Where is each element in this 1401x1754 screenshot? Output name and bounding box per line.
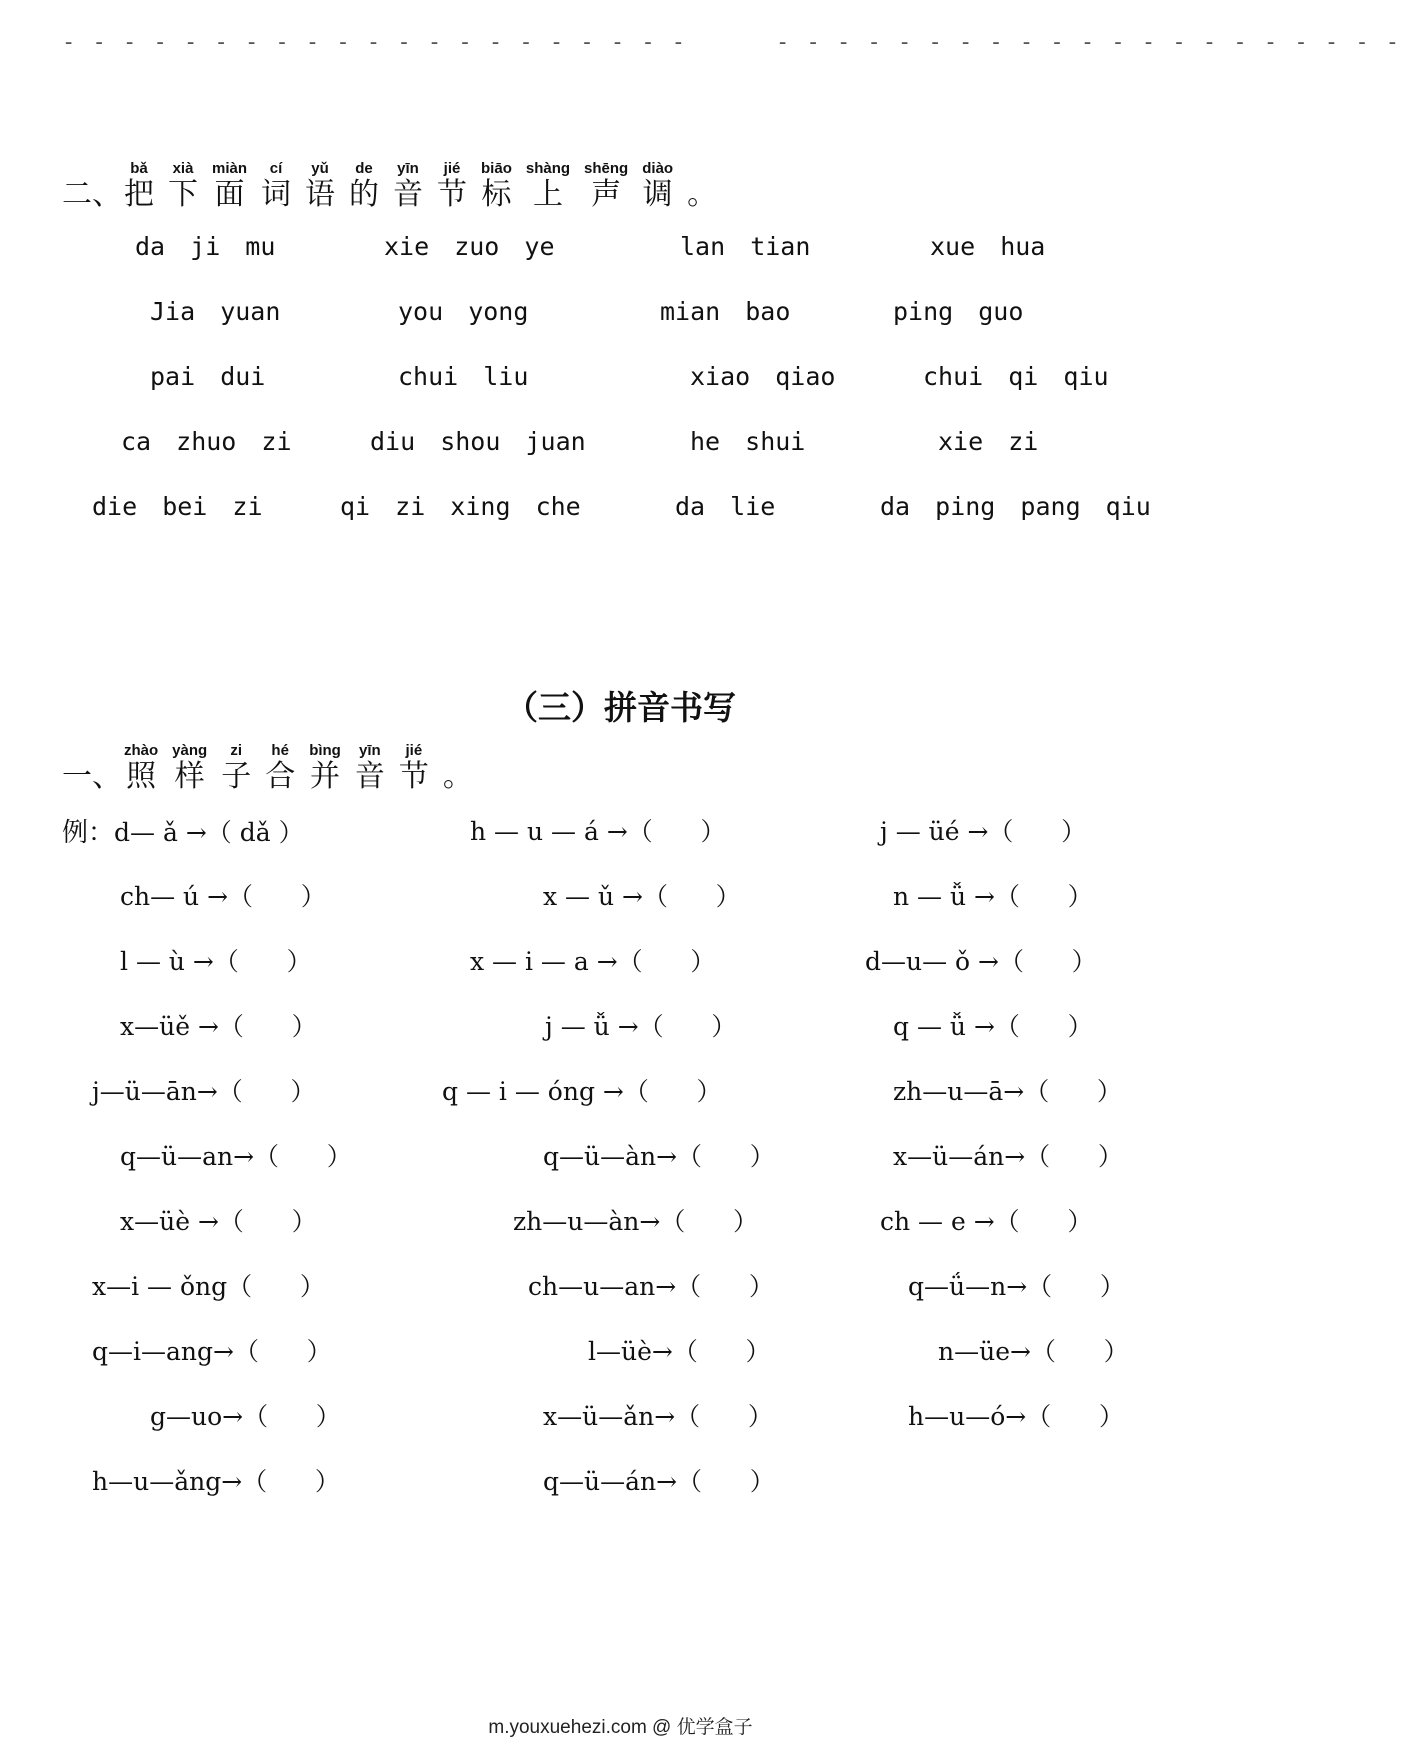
ruby-pinyin: cí [269, 160, 283, 177]
ruby-char [124, 742, 158, 794]
ruby-hanzi: 面 [214, 177, 245, 212]
ruby-hanzi: 上 [532, 177, 563, 212]
syllable-exercise: n — ǚ →（ ） [893, 882, 1093, 911]
ruby-char [168, 160, 198, 212]
py-row [0, 232, 1241, 272]
syllable-exercise: q—ü—án→（ ） [543, 1467, 775, 1496]
ruby-hanzi: 样 [174, 759, 205, 794]
ex-row [0, 942, 1241, 982]
ruby-char [309, 742, 341, 794]
syllable-exercise: ch—u—an→（ ） [528, 1272, 774, 1301]
ruby-pinyin: yàng [172, 742, 208, 759]
py-word: da lie [675, 492, 776, 521]
syllable-exercise: h — u — á →（ ） [470, 817, 726, 846]
syllable-exercise: x—i — ǒng（ ） [92, 1272, 325, 1301]
ex-row [0, 1072, 1241, 1112]
ex-row [0, 1202, 1241, 1242]
ruby-pinyin: yīn [397, 160, 419, 177]
ruby-hanzi: 的 [349, 177, 380, 212]
syllable-exercise: j — üé →（ ） [880, 817, 1087, 846]
ruby-pinyin: yǔ [311, 160, 329, 177]
ruby-char [212, 160, 247, 212]
py-word: Jia yuan [150, 297, 281, 326]
ex-row [0, 1332, 1241, 1372]
py-word: qi zi xing che [340, 492, 581, 521]
syllable-exercise: x — i — a →（ ） [470, 947, 716, 976]
py-row [0, 297, 1241, 337]
py-word: xie zuo ye [384, 232, 555, 261]
ex-row [0, 1267, 1241, 1307]
header-dash-left: - - - - - - - - - - - - - - - - - - - - - [62, 30, 688, 55]
example-lead: 例： [62, 818, 115, 848]
syllable-exercise: q—ǘ—n→（ ） [908, 1272, 1125, 1301]
syllable-exercise: x — ǔ →（ ） [543, 882, 741, 911]
ruby-pinyin: bǎ [130, 160, 148, 177]
ruby-hanzi: 并 [310, 759, 341, 794]
header-dash-right: - - - - - - - - - - - - - - - - - - - - - [776, 30, 1401, 55]
py-word: you yong [398, 297, 529, 326]
syllable-exercise: zh—u—àn→（ ） [513, 1207, 759, 1236]
syllable-exercise: x—üè →（ ） [120, 1207, 317, 1236]
ruby-pinyin: hé [271, 742, 289, 759]
ruby-char [221, 742, 251, 794]
ruby-hanzi: 节 [437, 177, 468, 212]
syllable-exercise: n—üe→（ ） [938, 1337, 1129, 1366]
py-word: die bei zi [92, 492, 263, 521]
ex-row [0, 812, 1241, 852]
ruby-char [265, 742, 295, 794]
py-word: pai dui [150, 362, 266, 391]
ruby-pinyin: de [355, 160, 373, 177]
py-word: lan tian [680, 232, 811, 261]
ruby-pinyin: diào [642, 160, 674, 177]
ruby-pinyin: bìng [309, 742, 341, 759]
ruby-hanzi: 语 [305, 177, 336, 212]
q2-end: 。 [687, 177, 718, 212]
py-word: xie zi [938, 427, 1039, 456]
py-word: diu shou juan [370, 427, 586, 456]
q1-number: 一、 [62, 759, 122, 794]
ruby-hanzi: 调 [642, 177, 673, 212]
example-answer: d— ǎ →（ dǎ ） [114, 818, 304, 847]
ex-row [0, 1007, 1241, 1047]
ruby-pinyin: biāo [481, 160, 512, 177]
ruby-pinyin: shàng [525, 160, 571, 177]
syllable-exercise: h—u—ó→（ ） [908, 1402, 1124, 1431]
q2-title [62, 158, 717, 212]
ruby-char [584, 160, 628, 212]
ruby-char [481, 160, 512, 212]
py-word: chui qi qiu [923, 362, 1109, 391]
py-word: he shui [690, 427, 806, 456]
q1-end: 。 [442, 759, 473, 794]
ruby-hanzi: 合 [265, 759, 296, 794]
syllable-exercise: q — ǚ →（ ） [893, 1012, 1093, 1041]
ruby-char [261, 160, 291, 212]
ruby-pinyin: jié [443, 160, 461, 177]
syllable-exercise: g—uo→（ ） [150, 1402, 341, 1431]
footer-watermark: m.youxuehezi.com @ 优学盒子 [488, 1717, 753, 1738]
syllable-exercise: ch — e →（ ） [880, 1207, 1093, 1236]
syllable-exercise: x—üě →（ ） [120, 1012, 317, 1041]
q2-number: 二、 [62, 177, 122, 212]
py-word: chui liu [398, 362, 529, 391]
ex-row [0, 1397, 1241, 1437]
syllable-exercise: x—ü—án→（ ） [893, 1142, 1123, 1171]
ex-row [0, 877, 1241, 917]
syllable-exercise: q—ü—àn→（ ） [543, 1142, 775, 1171]
ruby-hanzi: 照 [126, 759, 157, 794]
section-title: （三）拼音书写 [505, 688, 736, 727]
py-row [0, 362, 1241, 402]
syllable-exercise: zh—u—ā→（ ） [893, 1077, 1122, 1106]
syllable-exercise: d—u— ǒ →（ ） [865, 947, 1097, 976]
ruby-hanzi: 词 [261, 177, 292, 212]
syllable-exercise: j—ü—ān→（ ） [92, 1077, 316, 1106]
syllable-exercise: q — i — óng →（ ） [442, 1077, 722, 1106]
syllable-exercise: q—i—ang→（ ） [92, 1337, 332, 1366]
ruby-hanzi: 把 [124, 177, 154, 212]
ruby-hanzi: 音 [354, 759, 385, 794]
py-word: xue hua [930, 232, 1046, 261]
ruby-pinyin: yīn [359, 742, 381, 759]
ruby-hanzi: 子 [221, 759, 252, 794]
ruby-hanzi: 音 [393, 177, 424, 212]
ruby-hanzi: 节 [398, 759, 429, 794]
syllable-exercise: x—ü—ǎn→（ ） [543, 1402, 773, 1431]
ruby-char [526, 160, 570, 212]
ruby-char [437, 160, 467, 212]
py-word: da ping pang qiu [880, 492, 1151, 521]
ruby-hanzi: 标 [481, 177, 512, 212]
ruby-char [355, 742, 385, 794]
py-row [0, 492, 1241, 532]
ruby-hanzi: 下 [168, 177, 198, 212]
ruby-char [399, 742, 429, 794]
ex-row [0, 1462, 1241, 1502]
ruby-char [172, 742, 207, 794]
ruby-pinyin: shēng [584, 160, 629, 177]
ruby-pinyin: jié [405, 742, 423, 759]
py-row [0, 427, 1241, 467]
syllable-exercise: q—ü—an→（ ） [120, 1142, 352, 1171]
ex-row [0, 1137, 1241, 1177]
ruby-char [642, 160, 673, 212]
ruby-pinyin: zhào [124, 742, 159, 759]
ruby-pinyin: miàn [212, 160, 248, 177]
syllable-exercise: l—üè→（ ） [588, 1337, 771, 1366]
py-word: ping guo [893, 297, 1024, 326]
py-word: xiao qiao [690, 362, 836, 391]
syllable-exercise: h—u—ǎng→（ ） [92, 1467, 340, 1496]
ruby-char [349, 160, 379, 212]
q1-title [62, 740, 473, 794]
py-word: mian bao [660, 297, 791, 326]
syllable-exercise: j — ǚ →（ ） [545, 1012, 737, 1041]
syllable-exercise: l — ù →（ ） [120, 947, 312, 976]
py-word: ca zhuo zi [121, 427, 292, 456]
ruby-hanzi: 声 [591, 177, 622, 212]
syllable-exercise: ch— ú →（ ） [120, 882, 326, 911]
ruby-pinyin: xià [172, 160, 194, 177]
ruby-char [305, 160, 335, 212]
py-word: da ji mu [135, 232, 276, 261]
ruby-char [393, 160, 423, 212]
ruby-pinyin: zi [230, 742, 243, 759]
ruby-char [124, 160, 154, 212]
